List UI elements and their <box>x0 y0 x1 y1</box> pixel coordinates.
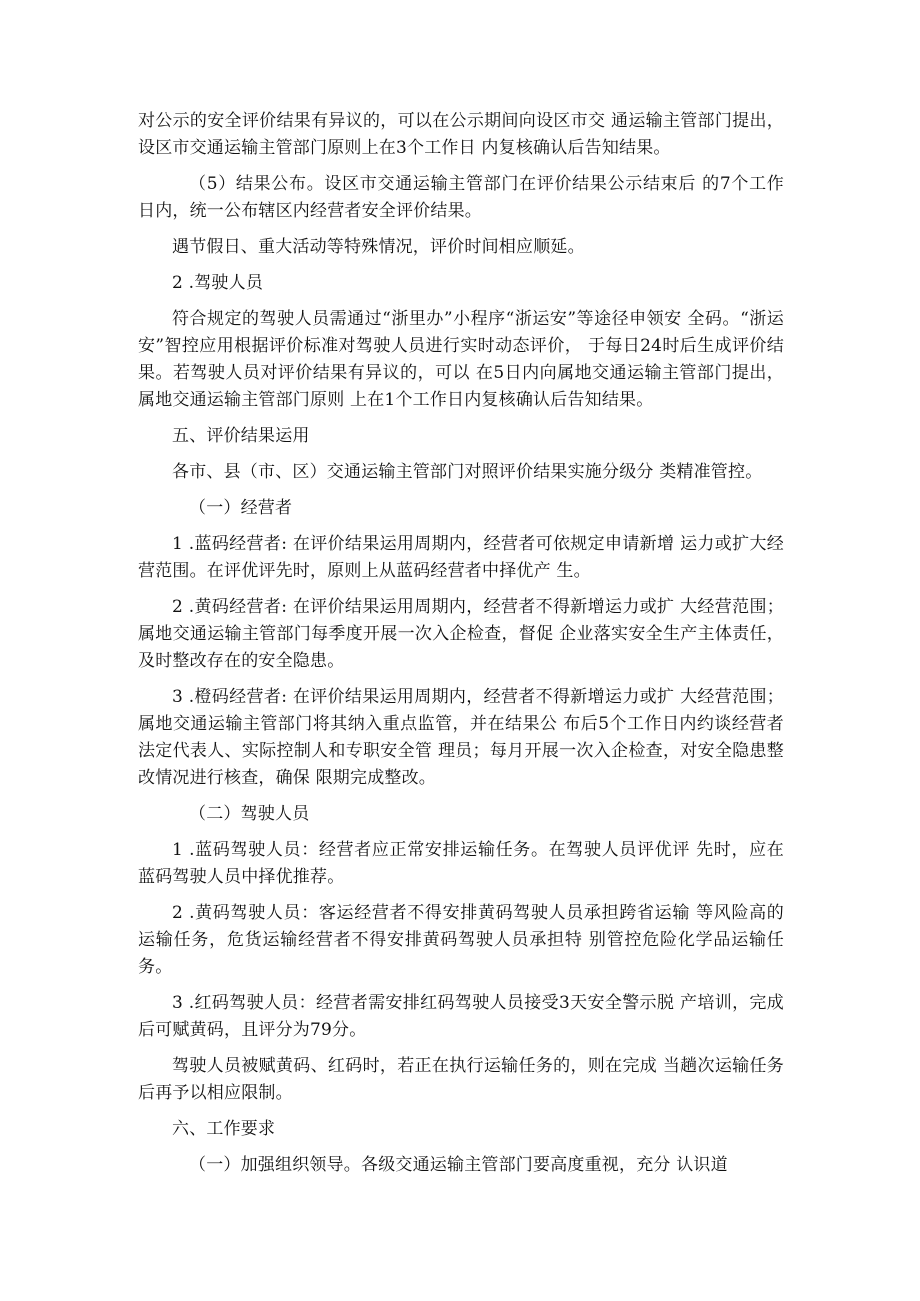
section-heading-result-use: 五、评价结果运用 <box>172 426 310 446</box>
section-heading-work-requirements: 六、工作要求 <box>172 1119 276 1139</box>
paragraph-orange-operator: 3 .橙码经营者: 在评价结果运用周期内，经营者不得新增运力或扩 大经营范围；属地交通运输主管部门将其纳入重点监管，并在结果公 布后5个工作日内约谈经营者法定代表人、实际控制人和专职安全管 理员；每月开展一次入企检查，对安全隐患整改情况进行核查，确保 限期完成整改。 <box>138 687 784 788</box>
paragraph-holiday-delay: 遇节假日、重大活动等特殊情况，评价时间相应顺延。 <box>172 237 585 257</box>
paragraph-red-driver: 3 .红码驾驶人员：经营者需安排红码驾驶人员接受3天安全警示脱 产培训，完成后可赋黄码，且评分为79分。 <box>138 993 784 1040</box>
paragraph-driver-evaluation: 符合规定的驾驶人员需通过“浙里办”小程序“浙运安”等途径申领安 全码。“浙运安”智控应用根据评价标准对驾驶人员进行实时动态评价， 于每日24时后生成评价结果。若驾驶人员对评价结果有异议的，可以 在5日内向属地交通运输主管部门提出，属地交通运输主管部门原则 上在1个工作日内复核确认后告知结果。 <box>138 309 784 410</box>
paragraph-yellow-driver: 2 .黄码驾驶人员：客运经营者不得安排黄码驾驶人员承担跨省运输 等风险高的运输任务，危货运输经营者不得安排黄码驾驶人员承担特 别管控危险化学品运输任务。 <box>138 903 784 977</box>
paragraph-blue-driver: 1 .蓝码驾驶人员：经营者应正常安排运输任务。在驾驶人员评优评 先时，应在蓝码驾驶人员中择优推荐。 <box>138 840 784 887</box>
subheading-drivers: （二）驾驶人员 <box>189 804 310 824</box>
paragraph-restriction-timing: 驾驶人员被赋黄码、红码时，若正在执行运输任务的，则在完成 当趟次运输任务后再予以相应限制。 <box>138 1056 784 1103</box>
paragraph-organization-leadership: （一）加强组织领导。各级交通运输主管部门要高度重视，充分 认识道 <box>189 1155 728 1175</box>
paragraph-blue-operator: 1 .蓝码经营者: 在评价结果运用周期内，经营者可依规定申请新增 运力或扩大经营范围。在评优评先时，原则上从蓝码经营者中择优产 生。 <box>138 534 784 581</box>
paragraph-yellow-operator: 2 .黄码经营者: 在评价结果运用周期内，经营者不得新增运力或扩 大经营范围；属地交通运输主管部门每季度开展一次入企检查，督促 企业落实安全生产主体责任，及时整改存在的安全隐患。 <box>138 597 784 671</box>
heading-drivers: 2 .驾驶人员 <box>172 273 264 293</box>
document-body <box>138 108 784 1188</box>
paragraph-result-publish: （5）结果公布。设区市交通运输主管部门在评价结果公示结束后 的7个工作日内，统一公布辖区内经营者安全评价结果。 <box>138 174 784 221</box>
paragraph-graded-control: 各市、县（市、区）交通运输主管部门对照评价结果实施分级分 类精准管控。 <box>172 462 763 482</box>
subheading-operators: （一）经营者 <box>189 498 293 518</box>
paragraph-appeal-operator: 对公示的安全评价结果有异议的，可以在公示期间向设区市交 通运输主管部门提出，设区市交通运输主管部门原则上在3个工作日 内复核确认后告知结果。 <box>138 111 784 158</box>
